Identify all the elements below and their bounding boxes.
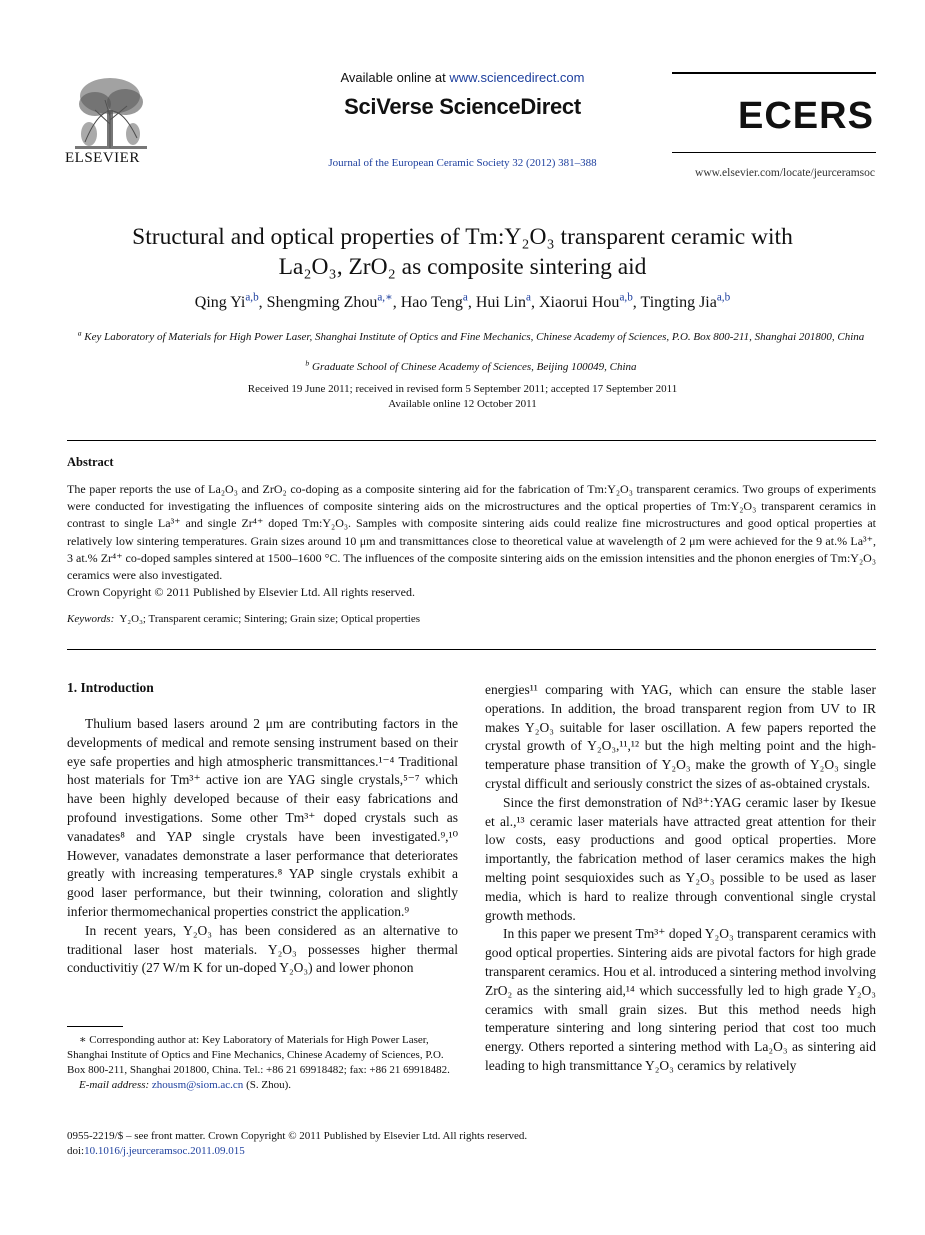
paragraph: Since the first demonstration of Nd³⁺:YAG ceramic laser by Ikesue et al.,¹³ ceramic laser materials have attracted great attention for their low costs, easy productions and good optical properties. More importantly, the fabrication method of laser ceramics makes the high melting point sesquioxides such as Y₂O₃ possible to be used as laser media, which is hard to realize through conventional single crystal growth methods.	[485, 794, 876, 923]
affiliation-a: $^a$ Key Laboratory of Materials for High Power Laser, Shanghai Institute of Optics and Fine Mechanics, Chinese Academy of Sciences, P.O. Box 800-211, Shanghai 201800, China	[77, 328, 865, 343]
author: Hao Teng$^a$,	[400, 291, 476, 311]
left-column	[67, 715, 458, 978]
paragraph: In this paper we present Tm³⁺ doped Y₂O₃ transparent ceramics with good optical properties. Sintering aids are pivotal factors for high grade transparent ceramics. Hou et al. introduced a sintering method involving ZrO₂ as the sintering aid,¹⁴ which successfully led to high grade Y₂O₃ ceramics with small grain sizes. But this method needs high temperature sintering and long sintering period that cost too much energy. Others reported a sintering method with La₂O₃ as sintering aid leading to high transmittance Y₂O₃ ceramics by relatively	[485, 926, 877, 1073]
publisher-name: ELSEVIER	[65, 150, 140, 166]
corresponding-author-footnote	[67, 1033, 458, 1093]
available-online: Available online at www.sciencedirect.com	[340, 70, 585, 85]
keywords	[67, 613, 420, 625]
paragraph: energies¹¹ comparing with YAG, which can ensure the stable laser operations. In addition, the broad transparent region from UV to IR makes Y₂O₃ suitable for laser oscillation. A few papers reported the crystal growth of Y₂O₃,¹¹,¹² but the high melting point and the high-temperature phase transition of Y₂O₃ make the growth of Y₂O₃ single crystal difficult and seriously constrict the sizes of as-obtained crystals.	[485, 682, 876, 791]
author: Shengming Zhou$^{a,∗}$,	[266, 291, 401, 311]
article-title	[60, 222, 865, 282]
ecers-logo: ECERS	[738, 95, 874, 137]
title-line-2: La₂O₃, ZrO₂ as composite sintering aid	[278, 254, 647, 280]
keywords-list: Y₂O₃; Transparent ceramic; Sintering; Grain size; Optical properties	[119, 613, 420, 625]
keywords-label: Keywords:	[67, 613, 115, 625]
abstract-top-rule	[67, 440, 876, 441]
author: Hui Lin$^a$,	[475, 291, 539, 311]
affiliation-b: $^b$ Graduate School of Chinese Academy of Sciences, Beijing 100049, China	[305, 358, 637, 373]
paragraph: In recent years, Y₂O₃ has been considered as an alternative to traditional laser host materials. Y₂O₃ possesses higher thermal conductivitiy (27 W/m K for un-doped Y₂O₃) and lower phonon	[67, 922, 458, 976]
author-list	[60, 291, 865, 312]
footnote-email: E-mail address: zhousm@siom.ac.cn (S. Zhou).	[79, 1079, 291, 1091]
received-dates: Received 19 June 2011; received in revised form 5 September 2011; accepted 17 September 2011	[247, 383, 678, 395]
footnote-rule	[67, 1026, 123, 1027]
journal-url[interactable]: www.elsevier.com/locate/jeurceramsoc	[695, 167, 875, 179]
abstract-copyright: Crown Copyright © 2011 Published by Elsevier Ltd. All rights reserved.	[67, 585, 415, 600]
available-date: Available online 12 October 2011	[388, 398, 537, 410]
sciencedirect-link[interactable]: www.sciencedirect.com	[449, 70, 585, 85]
ecers-rule-bottom	[672, 152, 876, 153]
sciverse-brand: SciVerse ScienceDirect	[344, 94, 581, 119]
author: Tingting Jia$^{a,b}$	[640, 291, 731, 311]
front-matter	[67, 1129, 527, 1159]
ecers-rule	[672, 72, 876, 74]
author: Xiaorui Hou$^{a,b}$,	[539, 291, 641, 311]
email-link[interactable]: zhousm@siom.ac.cn	[151, 1079, 244, 1091]
journal-citation[interactable]: Journal of the European Ceramic Society 32 (2012) 381–388	[328, 157, 597, 169]
paragraph: Thulium based lasers around 2 μm are contributing factors in the developments of medical and remote sensing instrument based on their eye safe properties and high atmospheric transmittances.¹⁻⁴ Traditional host materials for Tm³⁺ active ion are YAG single crystals,⁵⁻⁷ which have been highly developed because of their easy fabrications and profound investigations. Some other Tm³⁺ doped crystals such as vanadates⁸ and YAP single crystals have been investigated.⁹,¹⁰ However, vanadates demonstrate a laser performance that deteriorates greatly with increasing temperatures.⁸ YAP single crystals exhibit a good laser performance, but their twinning, coloration and slightly inferior thermomechanical properties constrict the application.⁹	[67, 716, 458, 919]
abstract-heading: Abstract	[67, 455, 114, 469]
doi: doi:10.1016/j.jeurceramsoc.2011.09.015	[67, 1145, 245, 1157]
doi-link[interactable]: 10.1016/j.jeurceramsoc.2011.09.015	[84, 1145, 245, 1157]
footnote-text: ∗ Corresponding author at: Key Laboratory of Materials for High Power Laser, Shanghai Institute of Optics and Fine Mechanics, Chinese Academy of Sciences, P.O. Box 800-211, Shanghai 201800, China. Tel.: +86 21 69918482; fax: +86 21 69918482.	[67, 1034, 450, 1076]
abstract-body	[67, 481, 876, 601]
front-matter-text: 0955-2219/$ – see front matter. Crown Copyright © 2011 Published by Elsevier Ltd. All rights reserved.	[67, 1130, 528, 1142]
abstract-text: The paper reports the use of La₂O₃ and ZrO₂ co-doping as a composite sintering aid for the fabrication of Tm:Y₂O₃ transparent ceramics. Two groups of experiments were conducted for investigating the influences of composite sintering aids on the microstructures and the optical properties of Tm:Y₂O₃ transparent ceramics in contrast to single La³⁺ and single Zr⁴⁺ doped Tm:Y₂O₃. Samples with composite sintering aids could realize fine microstructures and good optical properties at relatively low sintering temperatures. Grain sizes around 10 μm and transmittances close to theoretical value at wavelength of 2 μm were achieved for the 9 at.% La³⁺, 3 at.% Zr⁴⁺ co-doped samples sintered at 1500–1600 °C. The influences of the composite sintering aids on the emission intensities and the phonon energies of Tm:Y₂O₃ ceramics were also investigated.	[67, 482, 876, 583]
abstract-bottom-rule	[67, 649, 876, 650]
title-line-1: Structural and optical properties of Tm:Y₂O₃ transparent ceramic with	[132, 224, 793, 250]
right-column	[485, 681, 876, 1076]
section-heading-introduction: 1. Introduction	[67, 680, 154, 695]
author: Qing Yi$^{a,b}$,	[194, 291, 267, 311]
